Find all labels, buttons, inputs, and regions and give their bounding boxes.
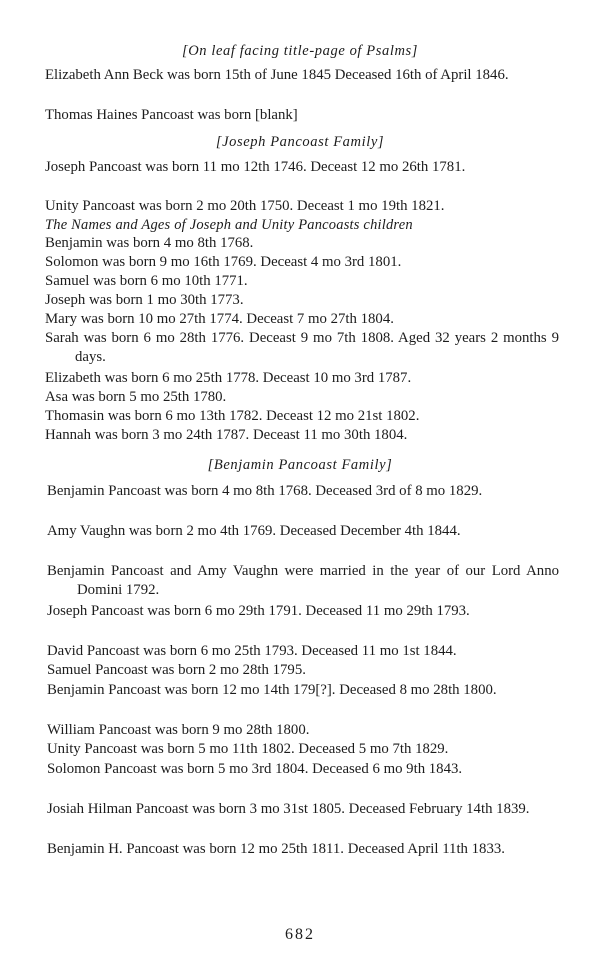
page-number: 682 <box>285 926 315 943</box>
entry-benjamin-pancoast-179x: Benjamin Pancoast was born 12 mo 14th 179[?]. Deceased 8 mo 28th 1800. <box>47 682 497 698</box>
child-entry-joseph: Joseph was born 1 mo 30th 1773. <box>45 292 244 308</box>
child-entry-sarah: Sarah was born 6 mo 28th 1776. Deceast 9 mo 7th 1808. Aged 32 years 2 months 9 days. <box>45 330 559 365</box>
child-entry-solomon: Solomon was born 9 mo 16th 1769. Deceast 4 mo 3rd 1801. <box>45 254 402 270</box>
child-entry-thomasin: Thomasin was born 6 mo 13th 1782. Deceast 12 mo 21st 1802. <box>45 408 420 424</box>
entry-elizabeth-ann-beck: Elizabeth Ann Beck was born 15th of June 1845 Deceased 16th of April 1846. <box>45 67 509 83</box>
entry-david-pancoast: David Pancoast was born 6 mo 25th 1793. Deceased 11 mo 1st 1844. <box>47 643 457 659</box>
section-heading-benjamin-family: [Benjamin Pancoast Family] <box>207 457 393 473</box>
entry-benjamin-h-pancoast: Benjamin H. Pancoast was born 12 mo 25th 1811. Deceased April 11th 1833. <box>47 841 505 857</box>
child-entry-samuel: Samuel was born 6 mo 10th 1771. <box>45 273 248 289</box>
child-entry-mary: Mary was born 10 mo 27th 1774. Deceast 7 mo 27th 1804. <box>45 311 394 327</box>
entry-benjamin-pancoast-sr: Benjamin Pancoast was born 4 mo 8th 1768. Deceased 3rd of 8 mo 1829. <box>47 483 483 499</box>
children-subheading: The Names and Ages of Joseph and Unity Pancoasts children <box>45 217 413 233</box>
entry-joseph-pancoast: Joseph Pancoast was born 11 mo 12th 1746. Deceast 12 mo 26th 1781. <box>45 159 466 175</box>
child-entry-elizabeth: Elizabeth was born 6 mo 25th 1778. Deceast 10 mo 3rd 1787. <box>45 370 412 386</box>
entry-samuel-pancoast: Samuel Pancoast was born 2 mo 28th 1795. <box>47 662 306 678</box>
entry-william-pancoast: William Pancoast was born 9 mo 28th 1800. <box>47 722 310 738</box>
entry-unity-pancoast-1802: Unity Pancoast was born 5 mo 11th 1802. Deceased 5 mo 7th 1829. <box>47 741 449 757</box>
child-entry-hannah: Hannah was born 3 mo 24th 1787. Deceast 11 mo 30th 1804. <box>45 427 408 443</box>
entry-solomon-pancoast: Solomon Pancoast was born 5 mo 3rd 1804. Deceased 6 mo 9th 1843. <box>47 761 463 777</box>
section-heading-psalms-leaf: [On leaf facing title-page of Psalms] <box>181 43 419 59</box>
child-entry-asa: Asa was born 5 mo 25th 1780. <box>45 389 227 405</box>
entry-thomas-haines-pancoast: Thomas Haines Pancoast was born [blank] <box>45 107 298 123</box>
entry-marriage: Benjamin Pancoast and Amy Vaughn were married in the year of our Lord Anno Domini 1792. <box>47 563 559 598</box>
entry-unity-pancoast: Unity Pancoast was born 2 mo 20th 1750. Deceast 1 mo 19th 1821. <box>45 198 445 214</box>
section-heading-joseph-family: [Joseph Pancoast Family] <box>215 134 385 150</box>
entry-josiah-hilman-pancoast: Josiah Hilman Pancoast was born 3 mo 31st 1805. Deceased February 14th 1839. <box>47 801 530 817</box>
entry-joseph-pancoast-1791: Joseph Pancoast was born 6 mo 29th 1791. Deceased 11 mo 29th 1793. <box>47 603 470 619</box>
child-entry-benjamin: Benjamin was born 4 mo 8th 1768. <box>45 235 254 251</box>
entry-amy-vaughn: Amy Vaughn was born 2 mo 4th 1769. Deceased December 4th 1844. <box>47 523 461 539</box>
